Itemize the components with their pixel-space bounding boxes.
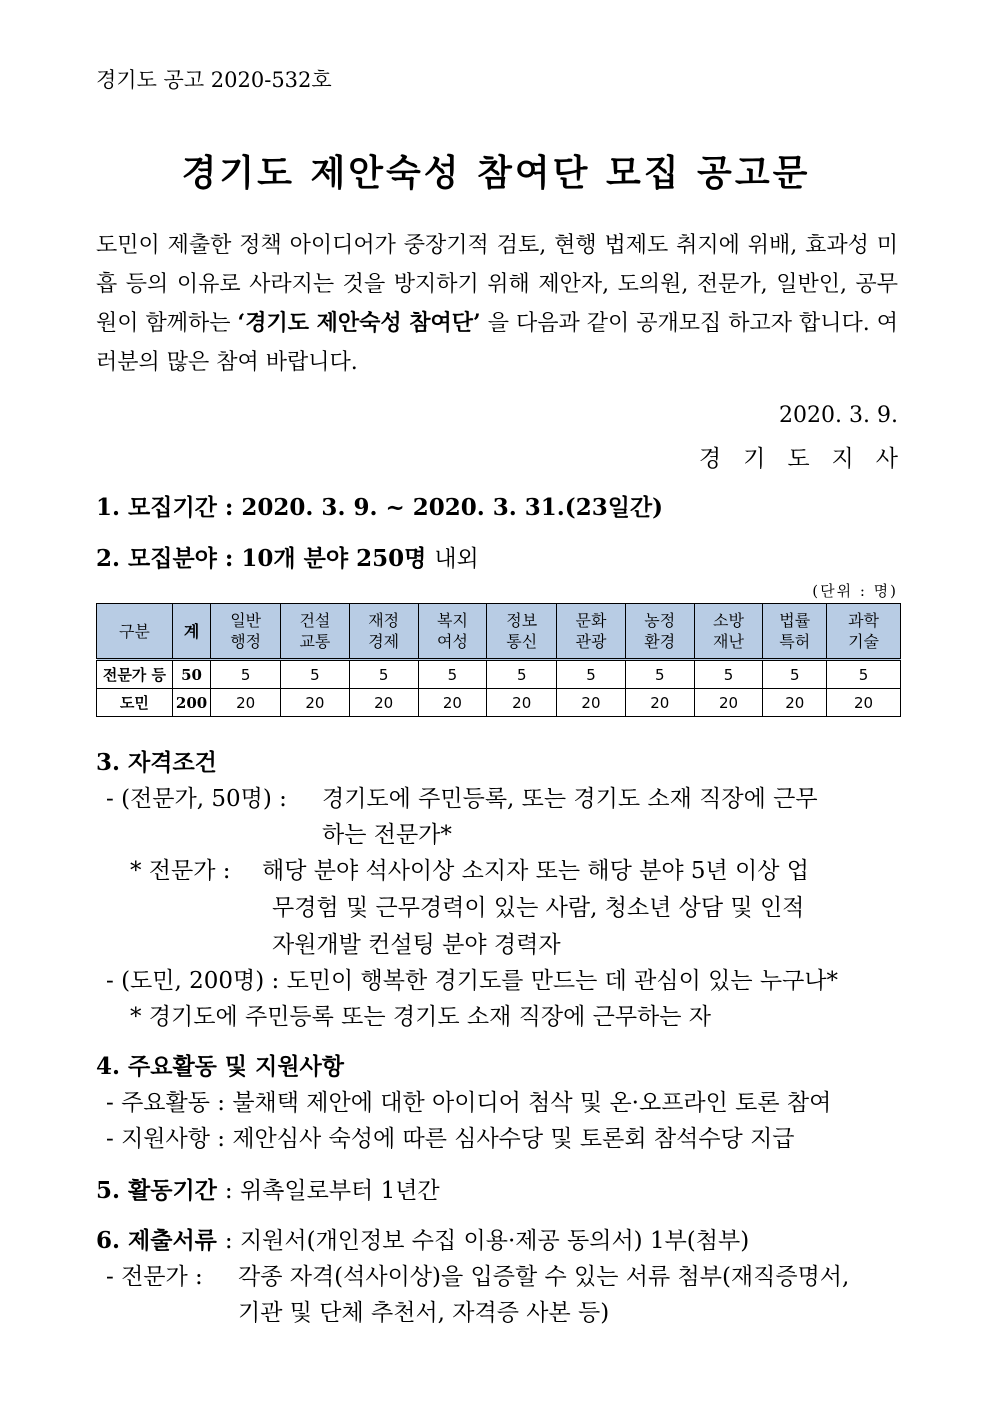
section5-value: : 위촉일로부터 1년간: [224, 1178, 440, 1204]
row-total: 50: [172, 660, 210, 689]
page-title: 경기도 제안숙성 참여단 모집 공고문: [181, 152, 811, 194]
section2-suffix: 내외: [434, 546, 479, 572]
unit-note: (단위 : 명): [812, 582, 898, 600]
table-cell: 20: [349, 689, 418, 717]
section4-activity: - 주요활동 : 불채택 제안에 대한 아이디어 첨삭 및 온·오프라인 토론 참여: [106, 1090, 832, 1116]
section3-note-label: * 전문가 :: [130, 858, 231, 884]
signatory: 경기도지사: [698, 446, 920, 472]
intro-paragraph: [96, 226, 898, 382]
section1-value: 2020. 3. 9. ~ 2020. 3. 31.(23일간): [241, 494, 664, 521]
section3-note-2: 무경험 및 근무경력이 있는 사람, 청소년 상담 및 인적: [272, 895, 805, 921]
notice-number: 경기도 공고 2020-532호: [96, 68, 332, 92]
section6-label: 6. 제출서류: [96, 1227, 217, 1254]
section6-expert-text-1: 각종 자격(석사이상)을 입증할 수 있는 서류 첨부(재직증명서,: [238, 1264, 850, 1290]
section3-citizen-note: * 경기도에 주민등록 또는 경기도 소재 직장에 근무하는 자: [130, 1004, 712, 1030]
intro-text-after: 을 다음과 같이 공개모집 하고자 합니다. 여러분의 많은 참여 바랍니다.: [96, 311, 899, 375]
table-row: [97, 689, 901, 717]
section1-label: 1. 모집기간 :: [96, 494, 234, 521]
intro-emphasis: ‘경기도 제안숙성 참여단’: [237, 310, 481, 336]
section3-expert-text-1: 경기도에 주민등록, 또는 경기도 소재 직장에 근무: [322, 786, 818, 812]
table-cell: 5: [211, 660, 281, 689]
header-field: 소방 재난: [694, 604, 763, 660]
section6-value: : 지원서(개인정보 수집 이용·제공 동의서) 1부(첨부): [224, 1228, 750, 1254]
section6: [96, 1222, 749, 1255]
section2-label: 2. 모집분야 :: [96, 545, 234, 572]
section6-expert-label: - 전문가 :: [106, 1264, 203, 1290]
section5-label: 5. 활동기간: [96, 1177, 217, 1204]
table-cell: 5: [349, 660, 418, 689]
header-field: 과학 기술: [827, 604, 901, 660]
table-cell: 20: [557, 689, 626, 717]
recruit-table: [96, 603, 901, 717]
table-cell: 5: [418, 660, 487, 689]
table-cell: 5: [625, 660, 694, 689]
section3-note-3: 자원개발 컨설팅 분야 경력자: [272, 932, 561, 958]
table-cell: 20: [487, 689, 557, 717]
section2-value: 10개 분야 250명: [241, 545, 427, 572]
section3-citizen-line: - (도민, 200명) : 도민이 행복한 경기도를 만드는 데 관심이 있는 누구나*: [106, 968, 839, 994]
section3-heading: 3. 자격조건: [96, 749, 217, 776]
table-cell: 5: [763, 660, 827, 689]
header-field: 문화 관광: [557, 604, 626, 660]
table-cell: 20: [281, 689, 350, 717]
table-cell: 20: [694, 689, 763, 717]
table-cell: 20: [827, 689, 901, 717]
table-cell: 5: [694, 660, 763, 689]
table-cell: 5: [827, 660, 901, 689]
header-field: 정보 통신: [487, 604, 557, 660]
section4-heading: 4. 주요활동 및 지원사항: [96, 1053, 344, 1080]
table-cell: 20: [763, 689, 827, 717]
header-field: 건설 교통: [281, 604, 350, 660]
header-field: 법률 특허: [763, 604, 827, 660]
table-cell: 20: [625, 689, 694, 717]
table-cell: 20: [211, 689, 281, 717]
row-total: 200: [172, 689, 210, 717]
section-recruit-period: [96, 489, 663, 522]
table-cell: 20: [418, 689, 487, 717]
table-cell: 5: [557, 660, 626, 689]
section5: [96, 1172, 440, 1205]
header-category: 구분: [97, 604, 173, 660]
section3-note-1: 해당 분야 석사이상 소지자 또는 해당 분야 5년 이상 업: [262, 858, 810, 884]
header-total: 계: [172, 604, 210, 660]
header-field: 재정 경제: [349, 604, 418, 660]
section3-expert-text-2: 하는 전문가*: [322, 822, 452, 848]
table-cell: 5: [487, 660, 557, 689]
header-field: 농정 환경: [625, 604, 694, 660]
header-field: 복지 여성: [418, 604, 487, 660]
section4-support: - 지원사항 : 제안심사 숙성에 따른 심사수당 및 토론회 참석수당 지급: [106, 1126, 795, 1152]
header-field: 일반 행정: [211, 604, 281, 660]
section6-expert-text-2: 기관 및 단체 추천서, 자격증 사본 등): [238, 1300, 610, 1326]
notice-date: 2020. 3. 9.: [779, 403, 898, 428]
row-label: 전문가 등: [97, 660, 173, 689]
table-cell: 5: [281, 660, 350, 689]
section-recruit-field: [96, 540, 479, 573]
table-row: [97, 660, 901, 689]
intro-text-before: 도민이 제출한 정책 아이디어가 중장기적 검토, 현행 법제도 취지에 위배, 효과성 미흡 등의 이유로 사라지는 것을 방지하기 위해 제안자, 도의원, 전문가, 일반인, 공무원이 함께하는: [96, 233, 898, 336]
table-header-row: [97, 604, 901, 660]
row-label: 도민: [97, 689, 173, 717]
section3-expert-label: - (전문가, 50명) :: [106, 786, 287, 812]
